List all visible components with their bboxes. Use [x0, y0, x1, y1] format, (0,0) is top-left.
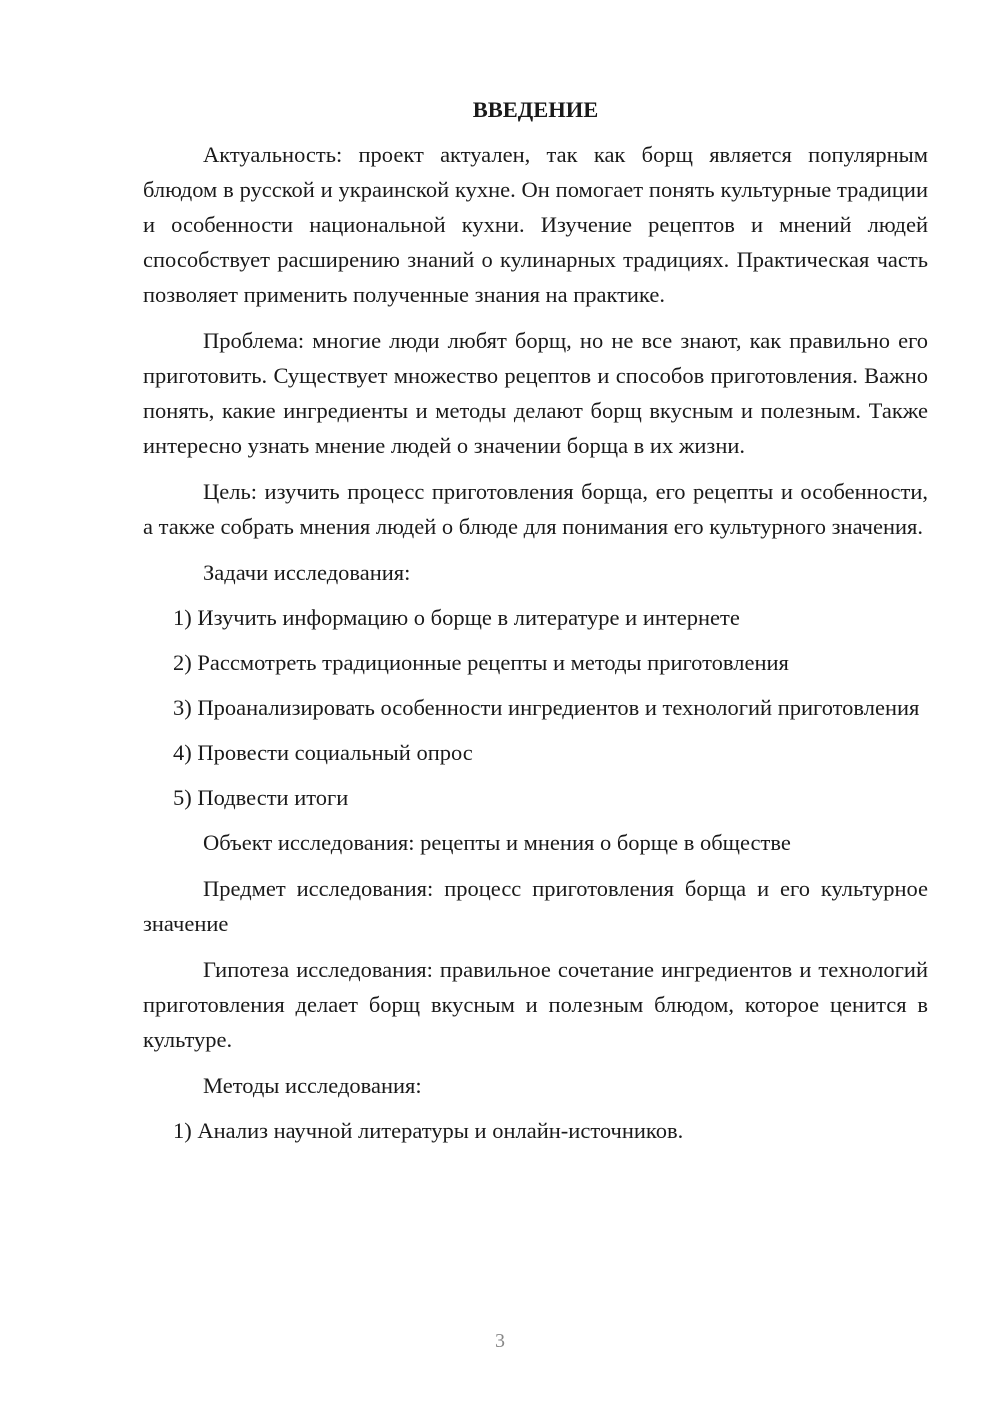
page-number: 3: [495, 1330, 505, 1352]
problem-paragraph: Проблема: многие люди любят борщ, но не все знают, как правильно его приготовить. Существует множество рецептов и способов приготовления. Важно понять, какие ингредиенты и методы делают борщ вкусным и полезным. Также интересно узнать мнение людей о значении борща в их жизни.: [143, 328, 928, 458]
task-item-2: 2) Рассмотреть традиционные рецепты и методы приготовления: [173, 650, 789, 675]
relevance-paragraph: Актуальность: проект актуален, так как борщ является популярным блюдом в русской и украинской кухне. Он помогает понять культурные традиции и особенности национальной кухни. Изучение рецептов и мнений людей способствует расширению знаний о кулинарных традициях. Практическая часть позволяет применить полученные знания на практике.: [143, 142, 928, 307]
document-page: [143, 92, 928, 1158]
goal-paragraph: Цель: изучить процесс приготовления борща, его рецепты и особенности, а также собрать мнения людей о блюде для понимания его культурного значения.: [143, 479, 928, 539]
tasks-heading: Задачи исследования:: [203, 560, 411, 585]
task-item-4: 4) Провести социальный опрос: [173, 740, 473, 765]
object-paragraph: Объект исследования: рецепты и мнения о борще в обществе: [203, 830, 791, 855]
task-item-5: 5) Подвести итоги: [173, 785, 349, 810]
task-item-1: 1) Изучить информацию о борще в литературе и интернете: [173, 605, 740, 630]
methods-heading: Методы исследования:: [203, 1073, 422, 1098]
method-item-1: 1) Анализ научной литературы и онлайн-источников.: [173, 1118, 684, 1143]
section-title: ВВЕДЕНИЕ: [472, 97, 599, 122]
hypothesis-paragraph: Гипотеза исследования: правильное сочетание ингредиентов и технологий приготовления делает борщ вкусным и полезным блюдом, которое ценится в культуре.: [143, 957, 928, 1052]
subject-paragraph: Предмет исследования: процесс приготовления борща и его культурное значение: [143, 876, 928, 936]
task-item-3: 3) Проанализировать особенности ингредиентов и технологий приготовления: [173, 695, 920, 720]
